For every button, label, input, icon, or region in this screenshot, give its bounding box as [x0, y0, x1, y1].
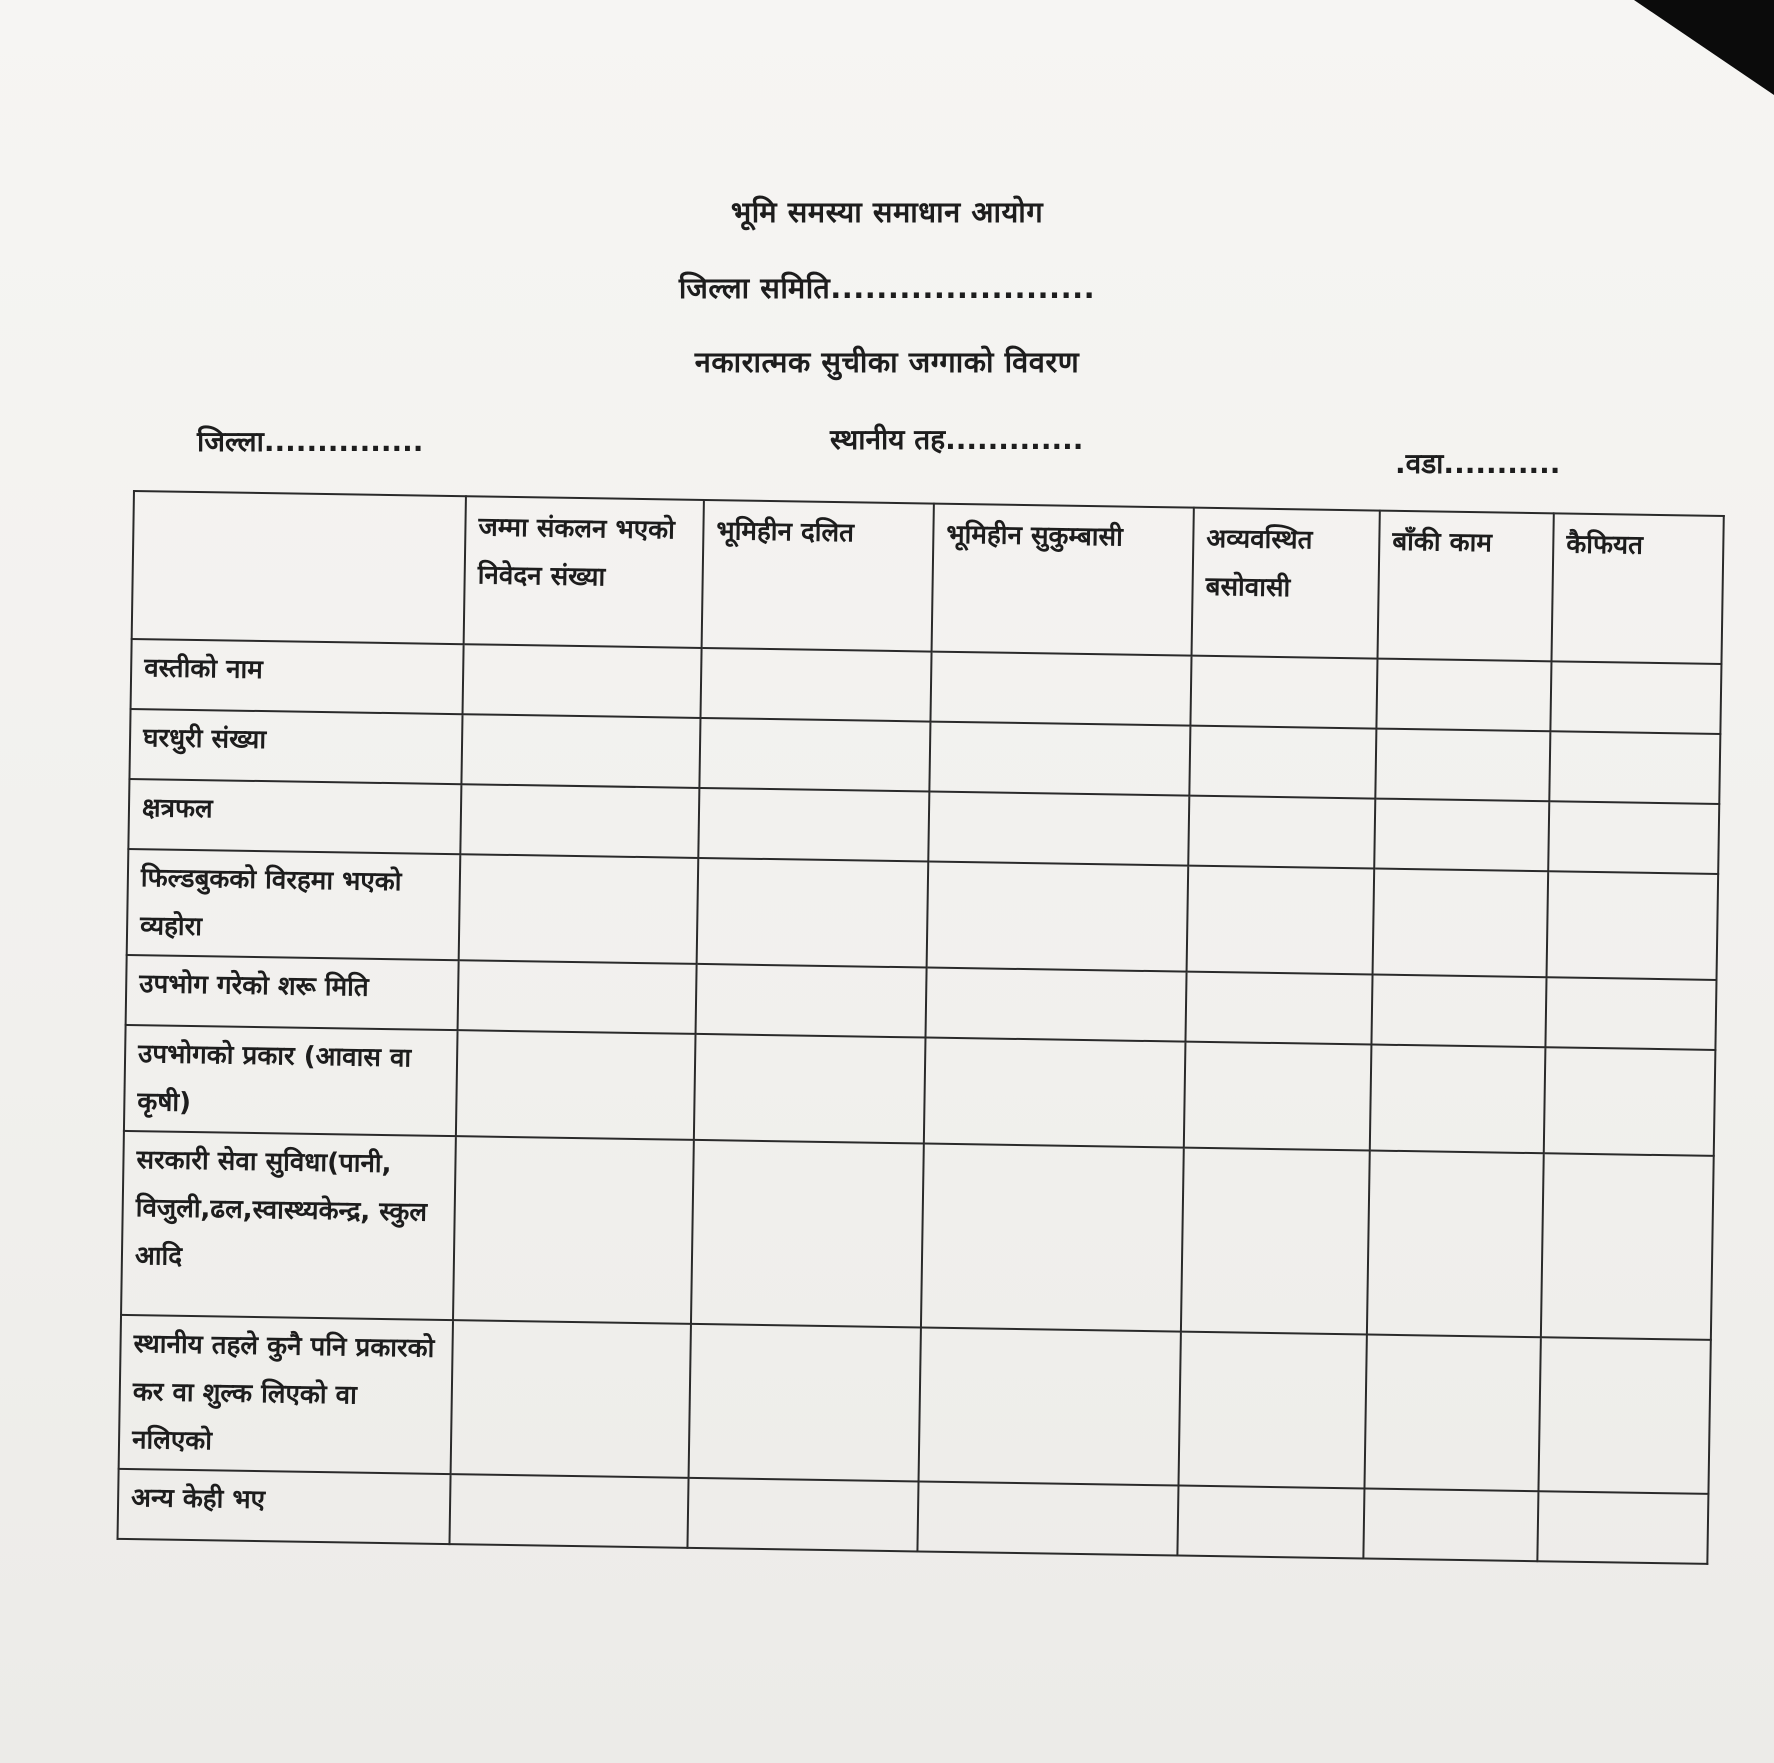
form-title: भूमि समस्या समाधान आयोग — [730, 195, 1044, 229]
table-cell[interactable] — [1177, 1486, 1364, 1559]
table-cell[interactable] — [458, 960, 697, 1034]
column-header-remaining-work: बाँकी काम — [1378, 511, 1554, 662]
table-header-row — [132, 491, 1724, 664]
table-cell[interactable] — [1544, 1047, 1716, 1156]
table-cell[interactable] — [1184, 1042, 1372, 1151]
table-cell[interactable] — [1367, 1151, 1544, 1338]
table-cell[interactable] — [1178, 1332, 1366, 1489]
table-cell[interactable] — [451, 1320, 691, 1478]
ward-field: .वडा........... — [1395, 447, 1561, 480]
table-cell[interactable] — [461, 714, 700, 788]
row-label: उपभोग गरेको शरू मिति — [126, 955, 459, 1030]
table-cell[interactable] — [925, 968, 1186, 1042]
row-label: उपभोगको प्रकार (आवास वा कृषी) — [124, 1025, 458, 1136]
table-cell[interactable] — [1185, 972, 1372, 1045]
committee-field: जिल्ला समिति....................... — [678, 271, 1096, 305]
row-label: क्षत्रफल — [128, 779, 461, 854]
table-cell[interactable] — [689, 1324, 921, 1482]
table-cell[interactable] — [691, 1140, 924, 1328]
table-cell[interactable] — [1550, 661, 1721, 734]
table-cell[interactable] — [1548, 801, 1719, 874]
column-header-landless-dalit: भूमिहीन दलित — [702, 500, 934, 652]
table-cell[interactable] — [1190, 656, 1377, 729]
column-header-applications: जम्मा संकलन भएको निवेदन संख्या — [464, 496, 704, 648]
table-cell[interactable] — [698, 788, 929, 862]
table-cell[interactable] — [456, 1030, 696, 1140]
column-header-blank — [132, 491, 466, 644]
table-cell[interactable] — [929, 722, 1190, 796]
table-cell[interactable] — [1541, 1153, 1714, 1340]
table-cell[interactable] — [930, 652, 1191, 726]
row-label: फिल्डबुकको विरहमा भएको व्यहोरा — [127, 849, 461, 960]
table-cell[interactable] — [1374, 799, 1549, 872]
table-cell[interactable] — [1375, 729, 1550, 802]
table-cell[interactable] — [699, 718, 930, 792]
row-label: सरकारी सेवा सुविधा(पानी, विजुली,ढल,स्वास्थ्यकेन्द्र, स्कुल आदि — [121, 1131, 456, 1320]
table-cell[interactable] — [917, 1481, 1178, 1555]
district-field: जिल्ला............... — [197, 425, 424, 458]
local-level-field: स्थानीय तह............. — [830, 423, 1084, 456]
column-header-remarks: कैफियत — [1551, 513, 1723, 664]
table-cell[interactable] — [453, 1136, 694, 1324]
column-header-landless-squatter: भूमिहीन सुकुम्बासी — [932, 504, 1194, 656]
table-cell[interactable] — [687, 1478, 918, 1552]
table-cell[interactable] — [449, 1474, 688, 1548]
table-cell[interactable] — [1549, 731, 1720, 804]
table-cell[interactable] — [1188, 796, 1375, 869]
row-label: वस्तीको नाम — [131, 639, 464, 714]
page-corner-shadow — [1634, 0, 1774, 95]
table-cell[interactable] — [700, 648, 931, 722]
table-cell[interactable] — [924, 1038, 1186, 1148]
table-cell[interactable] — [928, 792, 1189, 866]
table-row — [121, 1131, 1714, 1340]
table-cell[interactable] — [1537, 1491, 1708, 1564]
row-label: स्थानीय तहले कुनै पनि प्रकारको कर वा शुल्क लिएको वा नलिएको — [119, 1315, 453, 1474]
table-cell[interactable] — [460, 784, 699, 858]
table-cell[interactable] — [459, 854, 699, 964]
table-cell[interactable] — [1370, 1045, 1546, 1154]
table-cell[interactable] — [697, 858, 929, 968]
table-cell[interactable] — [1545, 977, 1716, 1050]
table-cell[interactable] — [1371, 975, 1546, 1048]
form-subtitle: नकारात्मक सुचीका जग्गाको विवरण — [694, 345, 1080, 379]
table-cell[interactable] — [1363, 1488, 1538, 1561]
row-label: अन्य केही भए — [118, 1469, 451, 1544]
table-cell[interactable] — [1547, 871, 1719, 980]
table-cell[interactable] — [694, 1034, 926, 1144]
table-cell[interactable] — [921, 1144, 1184, 1332]
table-cell[interactable] — [696, 964, 927, 1038]
table-cell[interactable] — [1538, 1337, 1710, 1494]
row-label: घरधुरी संख्या — [129, 709, 462, 784]
table-cell[interactable] — [1189, 726, 1376, 799]
column-header-informal-settler: अव्यवस्थित बसोवासी — [1192, 508, 1380, 659]
table-cell[interactable] — [1187, 866, 1375, 975]
table-cell[interactable] — [1373, 869, 1549, 978]
table-cell[interactable] — [463, 644, 702, 718]
table-cell[interactable] — [927, 862, 1189, 972]
land-details-table — [117, 490, 1725, 1565]
table-cell[interactable] — [1376, 659, 1551, 732]
table-cell[interactable] — [1181, 1148, 1370, 1335]
table-cell[interactable] — [919, 1327, 1181, 1485]
table-cell[interactable] — [1364, 1334, 1540, 1491]
table-row — [119, 1315, 1711, 1494]
